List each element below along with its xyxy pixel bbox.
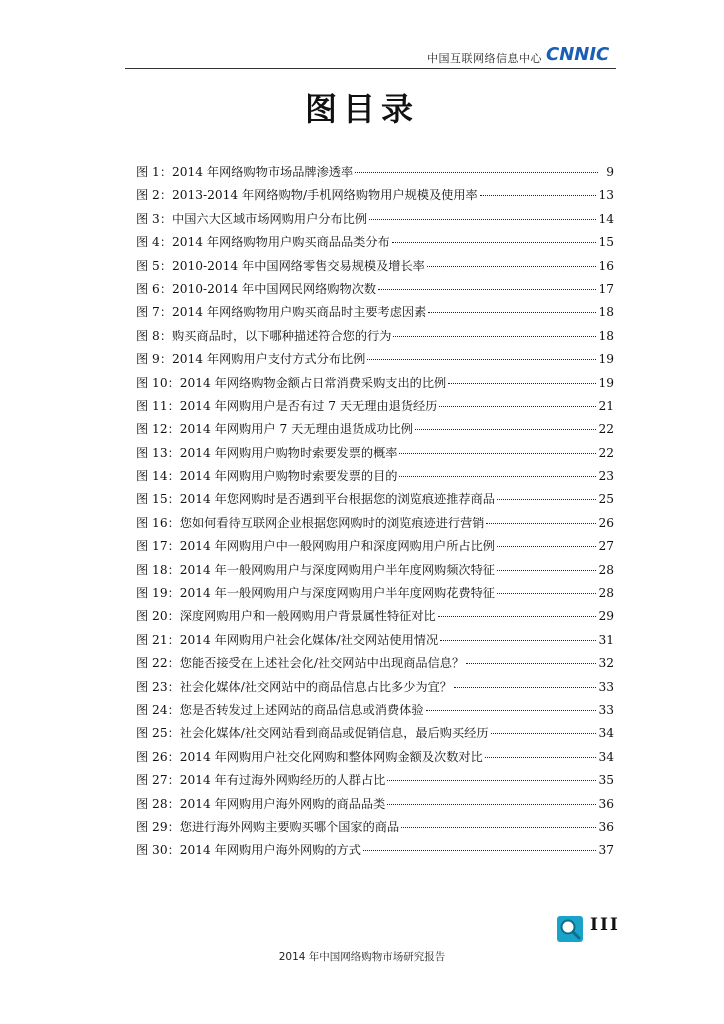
toc-entry[interactable] [136,699,614,722]
toc-entry-label: 图 9：2014 年网购用户支付方式分布比例 [136,352,366,367]
toc-entry[interactable] [136,605,614,628]
toc-entry-page: 14 [598,211,614,226]
page-title: 图目录 [304,90,419,128]
toc-entry-label: 图 10：2014 年网络购物金额占日常消费采购支出的比例 [136,375,447,390]
toc-entry-page: 21 [598,398,614,413]
toc-entry-label: 图 5：2010-2014 年中国网络零售交易规模及增长率 [136,258,425,273]
toc-entry-label: 图 30：2014 年网购用户海外网购的方式 [136,843,361,858]
toc-entry-label: 图 14：2014 年网购用户购物时索要发票的目的 [136,469,398,484]
footer-report-title: 2014 年中国网络购物市场研究报告 [278,951,446,963]
toc-entry-label: 图 19：2014 年一般网购用户与深度网购用户半年度网购花费特征 [136,586,495,601]
header-org-name: 中国互联网络信息中心 [427,52,542,65]
magnifier-badge-icon [556,915,584,943]
toc-entry-label: 图 25：社会化媒体/社交网站看到商品或促销信息，最后购买经历 [136,726,489,741]
toc-entry-page: 29 [598,609,614,624]
toc-leader-dots [491,733,597,734]
toc-entry-page: 36 [598,819,614,834]
toc-entry[interactable] [136,652,614,675]
toc-entry-label: 图 12：2014 年网购用户 7 天无理由退货成功比例 [136,422,413,437]
toc-entry-label: 图 23：社会化媒体/社交网站中的商品信息占比多少为宜？ [136,679,452,694]
cnnic-logo [546,40,610,66]
toc-entry[interactable] [136,488,614,511]
toc-entry[interactable] [136,629,614,652]
toc-entry[interactable] [136,442,614,465]
table-of-figures [136,161,614,863]
toc-entry[interactable] [136,769,614,792]
toc-leader-dots [355,172,598,173]
toc-leader-dots [387,804,596,805]
toc-entry[interactable] [136,559,614,582]
toc-entry-page: 13 [598,188,614,203]
toc-entry-page: 19 [598,352,614,367]
toc-entry[interactable] [136,582,614,605]
toc-entry-label: 图 8：购买商品时，以下哪种描述符合您的行为 [136,328,392,343]
toc-entry[interactable] [136,839,614,862]
toc-leader-dots [401,827,596,828]
toc-leader-dots [399,453,596,454]
toc-leader-dots [497,499,597,500]
toc-leader-dots [367,359,596,360]
toc-entry-page: 22 [598,445,614,460]
toc-entry-page: 22 [598,422,614,437]
toc-entry-page: 9 [606,165,614,179]
toc-entry-label: 图 16：您如何看待互联网企业根据您网购时的浏览痕迹进行营销 [136,515,485,530]
toc-entry-label: 图 26：2014 年网购用户社交化网购和整体网购金额及次数对比 [136,749,483,764]
toc-entry[interactable] [136,722,614,745]
toc-entry-page: 16 [598,258,614,273]
toc-entry-page: 17 [598,281,614,296]
toc-leader-dots [415,429,597,430]
toc-entry-page: 34 [598,749,614,764]
toc-entry[interactable] [136,372,614,395]
toc-entry-label: 图 6：2010-2014 年中国网民网络购物次数 [136,281,377,296]
toc-entry[interactable] [136,161,614,184]
toc-entry-label: 图 29：您进行海外网购主要购买哪个国家的商品 [136,819,400,834]
toc-entry[interactable] [136,535,614,558]
toc-entry-label: 图 11：2014 年网购用户是否有过 7 天无理由退货经历 [136,398,438,413]
toc-leader-dots [497,546,597,547]
toc-leader-dots [387,780,596,781]
toc-entry-label: 图 7：2014 年网络购物用户购买商品时主要考虑因素 [136,305,427,320]
toc-entry-page: 25 [598,492,614,507]
toc-entry[interactable] [136,676,614,699]
toc-entry[interactable] [136,512,614,535]
toc-entry[interactable] [136,301,614,324]
logo-text: CNNIC [546,44,610,65]
toc-entry-label: 图 18：2014 年一般网购用户与深度网购用户半年度网购频次特征 [136,562,495,577]
toc-entry-page: 18 [598,328,614,343]
toc-entry-label: 图 17：2014 年网购用户中一般网购用户和深度网购用户所占比例 [136,539,495,554]
toc-entry[interactable] [136,184,614,207]
toc-entry[interactable] [136,278,614,301]
toc-leader-dots [426,710,597,711]
toc-leader-dots [392,242,597,243]
toc-leader-dots [369,219,596,220]
toc-entry-page: 28 [598,562,614,577]
toc-leader-dots [440,640,596,641]
toc-entry-label: 图 15：2014 年您网购时是否遇到平台根据您的浏览痕迹推荐商品 [136,492,495,507]
toc-entry-page: 15 [598,235,614,250]
toc-entry-label: 图 1：2014 年网络购物市场品牌渗透率 [136,165,354,179]
toc-entry[interactable] [136,816,614,839]
toc-entry-label: 图 22：您能否接受在上述社会化/社交网站中出现商品信息？ [136,656,465,671]
toc-leader-dots [399,476,596,477]
toc-entry[interactable] [136,325,614,348]
toc-leader-dots [438,616,597,617]
toc-entry[interactable] [136,395,614,418]
toc-leader-dots [448,383,596,384]
toc-leader-dots [363,850,597,851]
toc-leader-dots [466,663,596,664]
toc-leader-dots [428,312,596,313]
toc-entry-page: 23 [598,469,614,484]
toc-entry-label: 图 20：深度网购用户和一般网购用户背景属性特征对比 [136,609,436,624]
toc-entry[interactable] [136,793,614,816]
toc-entry[interactable] [136,418,614,441]
toc-leader-dots [454,687,596,688]
toc-entry[interactable] [136,465,614,488]
toc-entry-label: 图 13：2014 年网购用户购物时索要发票的概率 [136,445,398,460]
toc-entry-page: 19 [598,375,614,390]
toc-entry[interactable] [136,255,614,278]
toc-entry-label: 图 27：2014 年有过海外网购经历的人群占比 [136,773,386,788]
toc-leader-dots [480,195,597,196]
toc-leader-dots [485,757,597,758]
toc-entry-page: 31 [598,632,614,647]
toc-entry-page: 18 [598,305,614,320]
toc-leader-dots [497,570,597,571]
toc-entry-page: 37 [598,843,614,858]
toc-leader-dots [486,523,596,524]
toc-leader-dots [497,593,597,594]
toc-entry-page: 26 [598,515,614,530]
toc-entry-page: 33 [598,702,614,717]
toc-entry[interactable] [136,231,614,254]
toc-entry-page: 32 [598,656,614,671]
toc-entry-page: 33 [598,679,614,694]
toc-entry-page: 36 [598,796,614,811]
toc-entry-page: 27 [598,539,614,554]
toc-entry[interactable] [136,208,614,231]
toc-leader-dots [427,266,597,267]
page-number: III [590,915,620,935]
toc-entry-label: 图 2：2013-2014 年网络购物/手机网络购物用户规模及使用率 [136,188,478,203]
header-divider [125,68,616,69]
toc-entry-label: 图 21：2014 年网购用户社会化媒体/社交网站使用情况 [136,632,439,647]
toc-leader-dots [393,336,596,337]
toc-entry-label: 图 28：2014 年网购用户海外网购的商品品类 [136,796,386,811]
toc-entry[interactable] [136,348,614,371]
toc-entry-page: 28 [598,586,614,601]
toc-leader-dots [439,406,596,407]
toc-entry-page: 34 [598,726,614,741]
toc-entry-label: 图 4：2014 年网络购物用户购买商品品类分布 [136,235,390,250]
toc-entry-label: 图 24：您是否转发过上述网站的商品信息或消费体验 [136,702,424,717]
toc-entry-page: 35 [598,773,614,788]
toc-leader-dots [378,289,596,290]
toc-entry-label: 图 3：中国六大区域市场网购用户分布比例 [136,211,368,226]
toc-entry[interactable] [136,746,614,769]
